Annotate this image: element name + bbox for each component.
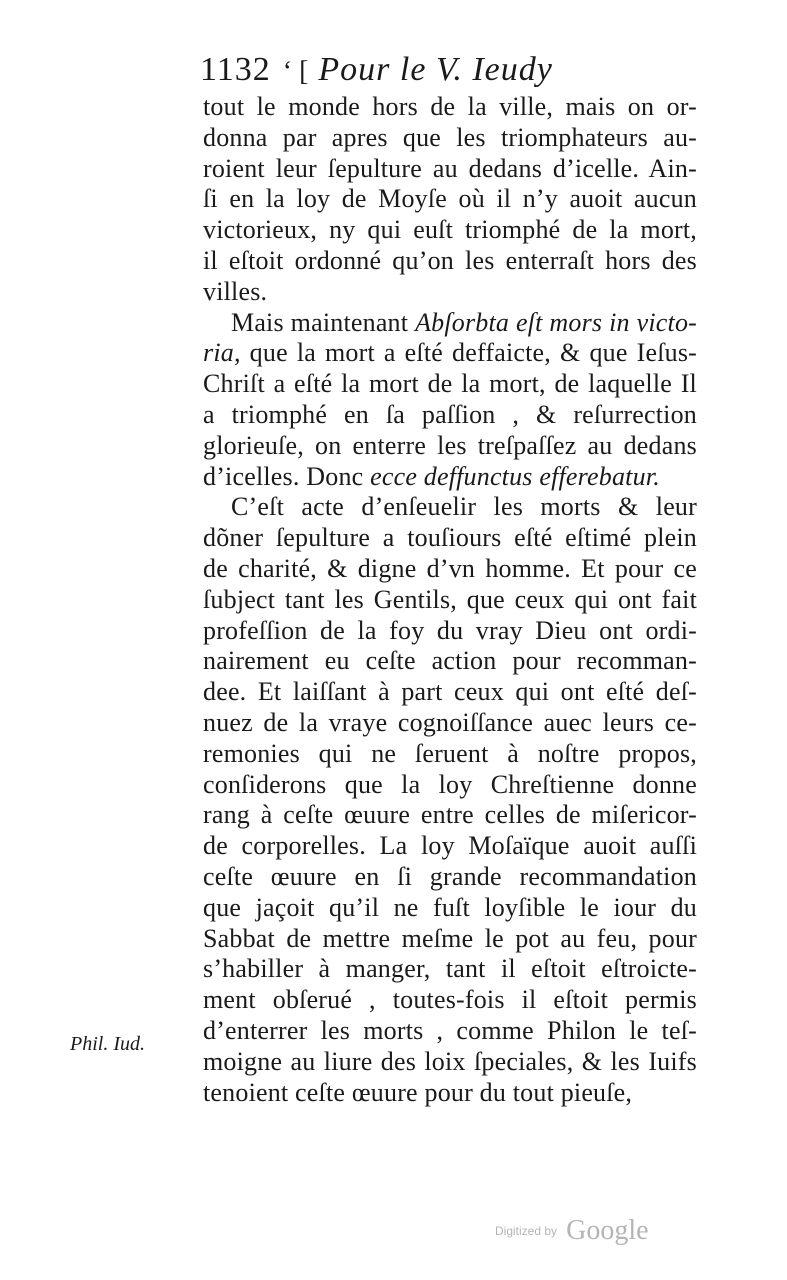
line-text: ſubject tant les Gentils, que ceux qui ont fait [203, 584, 697, 614]
line-text: ceſte œuure en ſi grande recommandation [203, 861, 697, 891]
line-text: donna par apres que les triomphateurs au- [203, 122, 697, 152]
text-line [203, 616, 697, 647]
line-text: ment obſerué , toutes-fois il eſtoit permis [203, 985, 697, 1015]
line-text: victorieux, ny qui euſt triomphé de la mort, [203, 215, 697, 245]
text-line [203, 184, 697, 215]
text-line [203, 924, 697, 955]
line-text: s’habiller à manger, tant il eſtoit eſtroicte- [203, 954, 697, 984]
body-text [203, 92, 697, 1108]
line-text: tout le monde hors de la ville, mais on or- [203, 92, 697, 121]
text-line [203, 1016, 697, 1047]
text-line [203, 677, 697, 708]
text-line [203, 862, 697, 893]
text-line [203, 554, 697, 585]
text-line [203, 739, 697, 770]
watermark-prefix: Digitized by [495, 1224, 558, 1238]
text-line [203, 400, 697, 431]
line-text: villes. [203, 276, 268, 306]
text-line [203, 215, 697, 246]
line-text: tenoient ceſte œuure pour du tout pieuſe, [203, 1077, 633, 1107]
running-title: Pour le V. Ieudy [318, 51, 553, 88]
text-line [203, 246, 697, 277]
text-line [203, 585, 697, 616]
line-text: dee. Et laiſſant à part ceux qui ont eſté deſ- [203, 677, 697, 707]
text-line [203, 277, 697, 308]
line-text: a triomphé en ſa paſſion , & reſurrection [203, 399, 697, 429]
text-line [203, 954, 697, 985]
digitized-watermark [495, 1215, 649, 1247]
latin-phrase: ria, [203, 338, 241, 368]
margin-note: Phil. Iud. [70, 1033, 145, 1055]
text-line [203, 893, 697, 924]
line-text: Sabbat de mettre meſme le pot au feu, pour [203, 923, 697, 953]
text-line [203, 708, 697, 739]
line-text: rang à ceſte œuure entre celles de miſericor- [203, 800, 697, 830]
line-text: roient leur ſepulture au dedans d’icelle. Ain- [203, 153, 697, 183]
text-line [203, 154, 697, 185]
line-text: nuez de la vraye cognoiſſance auec leurs ce- [203, 707, 697, 737]
text-line [203, 800, 697, 831]
line-text: C’eſt acte d’enſeuelir les morts & leur [231, 492, 697, 522]
text-line [203, 1047, 697, 1078]
latin-phrase: ecce deffunctus efferebatur. [370, 461, 660, 491]
text-line [203, 492, 697, 523]
line-text: d’enterrer les morts , comme Philon le teſ- [203, 1015, 697, 1045]
line-text: que la mort a eſté deffaicte, & que Ieſus- [240, 338, 697, 368]
line-text: il eſtoit ordonné qu’on les enterraſt hors des [203, 245, 697, 275]
text-line [203, 1078, 697, 1109]
text-line [203, 770, 697, 801]
line-text: Chriſt a eſté la mort de la mort, de laquelle Il [203, 369, 697, 399]
text-line [203, 369, 697, 400]
text-line [203, 462, 697, 493]
text-line [203, 308, 697, 339]
line-text: d’icelles. Donc [203, 461, 371, 491]
text-line [203, 523, 697, 554]
line-text: profeſſion de la foy du vray Dieu ont ordi- [203, 615, 697, 645]
text-line [203, 831, 697, 862]
line-text: Mais maintenant [231, 307, 416, 337]
line-text: de charité, & digne d’vn homme. Et pour ce [203, 553, 697, 583]
latin-phrase: Abſorbta eſt mors in victo- [415, 307, 697, 337]
line-text: de corporelles. La loy Moſaïque auoit auſſi [203, 831, 697, 861]
bracket-mark: ‘ [ [282, 56, 309, 87]
line-text: remonies qui ne ſeruent à noſtre propos, [203, 738, 697, 768]
line-text: ſi en la loy de Moyſe où il n’y auoit aucun [203, 184, 697, 214]
text-line [203, 123, 697, 154]
text-line [203, 646, 697, 677]
page-number: 1132 [200, 51, 271, 88]
line-text: glorieuſe, on enterre les treſpaſſez au dedans [203, 430, 697, 460]
text-line [203, 92, 697, 123]
line-text: moigne au liure des loix ſpeciales, & les Iuifs [203, 1046, 697, 1076]
line-text: dõner ſepulture a touſiours eſté eſtimé plein [203, 523, 697, 553]
line-text: conſiderons que la loy Chreſtienne donne [203, 769, 697, 799]
line-text: nairement eu ceſte action pour recomman- [203, 646, 697, 676]
text-line [203, 985, 697, 1016]
running-header [200, 46, 700, 92]
line-text: que jaçoit qu’il ne fuſt loyſible le iour du [203, 892, 697, 922]
text-line [203, 338, 697, 369]
text-line [203, 431, 697, 462]
google-logo: Google [566, 1215, 649, 1246]
